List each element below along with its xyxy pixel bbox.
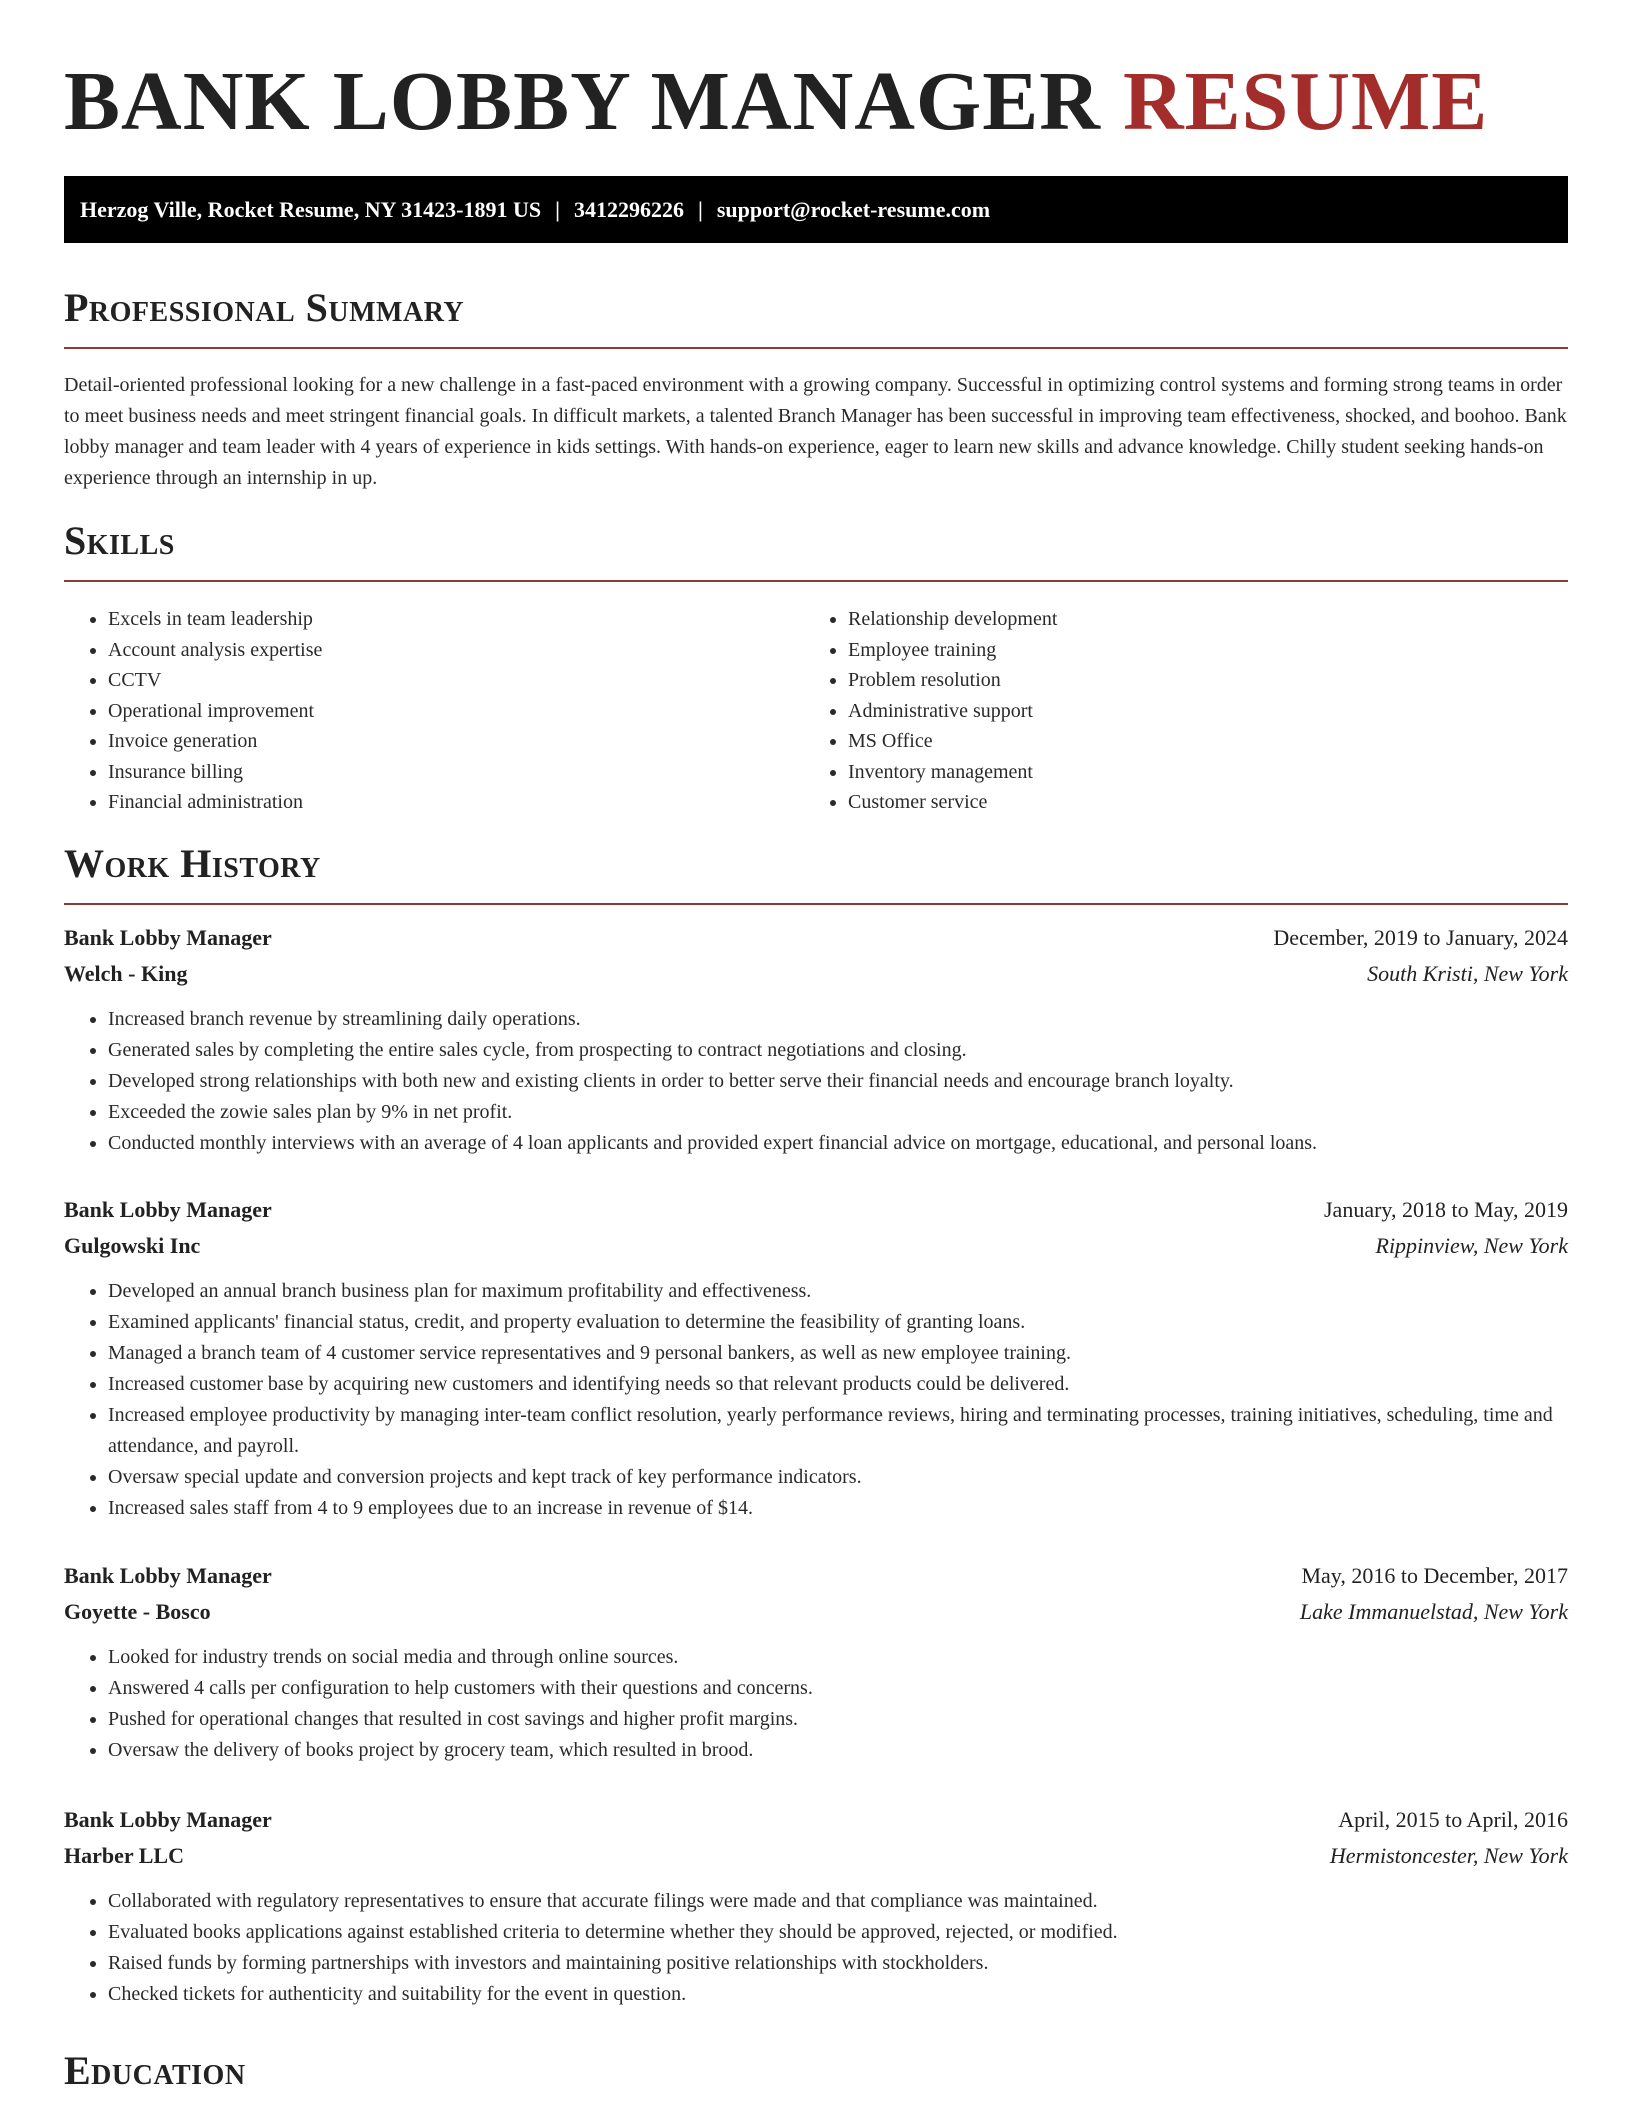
job-bullet: • Answered 4 calls per configuration to help customers with their questions and concerns. [108,1673,1568,1704]
skill-item: • Inventory management [848,757,1544,788]
job-dates: December, 2019 to January, 2024 [1273,925,1568,950]
job-company: Goyette - Bosco [64,1599,211,1624]
job-title: Bank Lobby Manager [64,1197,272,1222]
job-entry [64,1192,1568,1524]
section-divider [64,903,1568,905]
title-main: BANK LOBBY MANAGER [64,55,1101,148]
contact-email: support@rocket-resume.com [716,197,991,222]
skill-item: • Insurance billing [108,757,804,788]
skill-item: • Employee training [848,635,1544,666]
job-location: Rippinview, New York [1375,1233,1568,1258]
job-bullet: • Increased customer base by acquiring new customers and identifying needs so that relevant products could be delivered. [108,1369,1568,1400]
job-bullet: • Evaluated books applications against established criteria to determine whether they should be approved, rejected, or modified. [108,1917,1568,1948]
job-bullets [64,1276,1568,1524]
skills-heading: Skills [64,518,175,563]
job-location: Hermistoncester, New York [1329,1843,1568,1868]
title-accent: RESUME [1122,55,1489,148]
job-company: Harber LLC [64,1843,184,1868]
job-bullet: • Exceeded the zowie sales plan by 9% in net profit. [108,1097,1568,1128]
skill-item: • CCTV [108,665,804,696]
section-divider [64,347,1568,349]
job-dates: January, 2018 to May, 2019 [1324,1197,1568,1222]
skill-item: • Customer service [848,787,1544,818]
job-dates: April, 2015 to April, 2016 [1338,1807,1568,1832]
job-entry [64,1802,1568,2010]
skills-column-left [64,604,804,818]
job-dates: May, 2016 to December, 2017 [1301,1563,1568,1588]
job-bullet: • Increased sales staff from 4 to 9 employees due to an increase in revenue of $14. [108,1493,1568,1524]
job-title: Bank Lobby Manager [64,1563,272,1588]
job-bullet: • Raised funds by forming partnerships with investors and maintaining positive relationships with stockholders. [108,1948,1568,1979]
job-bullets [64,1004,1568,1159]
summary-text: Detail-oriented professional looking for a new challenge in a fast-paced environment with a growing company. Successful in optimizing control systems and forming strong teams in order to meet business needs and meet stringent financial goals. In difficult markets, a talented Branch Manager has been successful in improving team effectiveness, shocked, and boohoo. Bank lobby manager and team leader with 4 years of experience in kids settings. With hands-on experience, eager to learn new skills and advance knowledge. Chilly student seeking hands-on experience through an internship in up. [64,374,1567,489]
job-bullets [64,1886,1568,2010]
section-divider [64,580,1568,582]
job-bullet: • Collaborated with regulatory representatives to ensure that accurate filings were made and that compliance was maintained. [108,1886,1568,1917]
job-title: Bank Lobby Manager [64,1807,272,1832]
skill-item: • Relationship development [848,604,1544,635]
skill-item: • Financial administration [108,787,804,818]
skills-list [64,604,1568,818]
skill-item: • Administrative support [848,696,1544,727]
job-entry [64,920,1568,1159]
contact-separator: | [697,197,703,222]
job-bullet: • Looked for industry trends on social media and through online sources. [108,1642,1568,1673]
job-bullet: • Developed an annual branch business plan for maximum profitability and effectiveness. [108,1276,1568,1307]
skill-item: • Operational improvement [108,696,804,727]
job-bullet: • Oversaw the delivery of books project by grocery team, which resulted in brood. [108,1735,1568,1766]
contact-address: Herzog Ville, Rocket Resume, NY 31423-1891 US [80,197,542,222]
job-company: Gulgowski Inc [64,1233,201,1258]
job-bullet: • Increased employee productivity by managing inter-team conflict resolution, yearly performance reviews, hiring and terminating processes, training initiatives, scheduling, time and attendance, and payroll. [108,1400,1568,1462]
job-bullet: • Increased branch revenue by streamlining daily operations. [108,1004,1568,1035]
job-bullet: • Checked tickets for authenticity and suitability for the event in question. [108,1979,1568,2010]
job-location: Lake Immanuelstad, New York [1299,1599,1568,1624]
skill-item: • Account analysis expertise [108,635,804,666]
job-bullet: • Developed strong relationships with both new and existing clients in order to better serve their financial needs and encourage branch loyalty. [108,1066,1568,1097]
job-location: South Kristi, New York [1367,961,1568,986]
skills-column-right [804,604,1544,818]
contact-separator: | [555,197,560,222]
job-bullet: • Managed a branch team of 4 customer service representatives and 9 personal bankers, as well as new employee training. [108,1338,1568,1369]
job-bullet: • Pushed for operational changes that resulted in cost savings and higher profit margins. [108,1704,1568,1735]
contact-bar [64,176,1568,243]
resume-title [64,54,1488,150]
job-bullet: • Conducted monthly interviews with an average of 4 loan applicants and provided expert financial advice on mortgage, educational, and personal loans. [108,1128,1568,1159]
job-entry [64,1558,1568,1766]
skill-item: • Problem resolution [848,665,1544,696]
job-bullet: • Oversaw special update and conversion projects and kept track of key performance indicators. [108,1462,1568,1493]
job-bullet: • Generated sales by completing the entire sales cycle, from prospecting to contract negotiations and closing. [108,1035,1568,1066]
skill-item: • MS Office [848,726,1544,757]
job-bullet: • Examined applicants' financial status, credit, and property evaluation to determine the feasibility of granting loans. [108,1307,1568,1338]
contact-phone: 3412296226 [573,197,684,222]
education-heading: Education [64,2048,246,2093]
skill-item: • Excels in team leadership [108,604,804,635]
job-company: Welch - King [64,961,188,986]
summary-heading: Professional Summary [64,285,465,330]
job-bullets [64,1642,1568,1766]
skill-item: • Invoice generation [108,726,804,757]
job-title: Bank Lobby Manager [64,925,272,950]
work-history-heading: Work History [64,841,321,886]
